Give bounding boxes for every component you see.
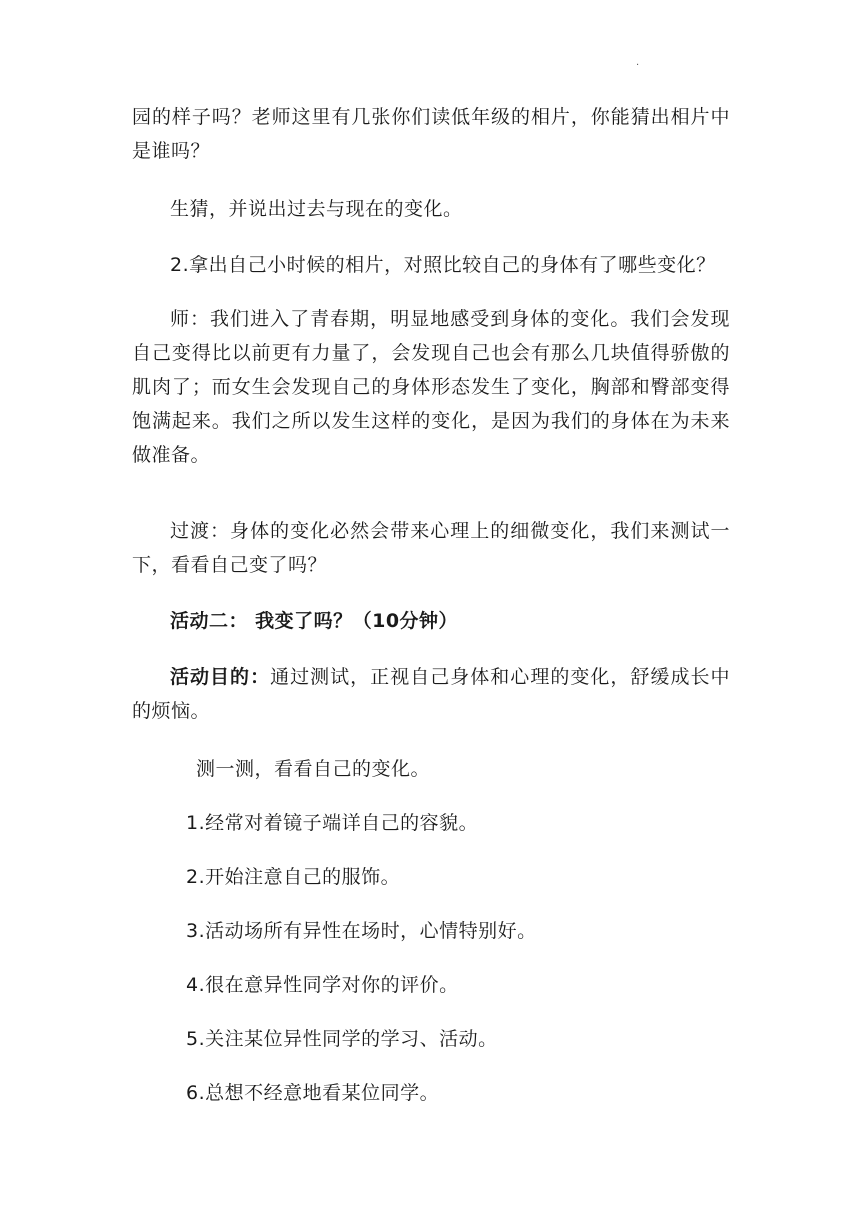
list-item: 1.经常对着镜子端详自己的容貌。 <box>186 812 479 834</box>
list-item: 2.开始注意自己的服饰。 <box>186 866 401 888</box>
list-item: 3.活动场所有异性在场时，心情特别好。 <box>186 920 537 942</box>
paragraph-photo-question: 园的样子吗？老师这里有几张你们读低年级的相片，你能猜出相片中是谁吗？ <box>132 106 730 162</box>
activity-goal-label: 活动目的： <box>170 666 271 688</box>
list-item: 6.总想不经意地看某位同学。 <box>186 1082 440 1104</box>
list-item: 4.很在意异性同学对你的评价。 <box>186 974 459 996</box>
list-item: 5.关注某位异性同学的学习、活动。 <box>186 1028 498 1050</box>
activity-goal-text: 通过测试，正视自己身体和心理的变化，舒缓成长中的烦恼。 <box>132 666 730 722</box>
page-marker: . <box>636 57 640 68</box>
paragraph-transition: 过渡：身体的变化必然会带来心理上的细微变化，我们来测试一下，看看自己变了吗？ <box>132 520 730 576</box>
activity-heading: 活动二： 我变了吗？（10分钟） <box>170 610 459 632</box>
paragraph-compare-photos: 2.拿出自己小时候的相片，对照比较自己的身体有了哪些变化？ <box>170 254 716 276</box>
paragraph-students-guess: 生猜，并说出过去与现在的变化。 <box>170 198 463 220</box>
paragraph-teacher-puberty: 师：我们进入了青春期，明显地感受到身体的变化。我们会发现自己变得比以前更有力量了，会发现自己也会有那么几块值得骄傲的肌肉了；而女生会发现自己的身体形态发生了变化，胸部和臀部变得饱满起来。我们之所以发生这样的变化，是因为我们的身体在为未来做准备。 <box>132 308 730 466</box>
test-intro: 测一测，看看自己的变化。 <box>196 758 431 780</box>
activity-goal <box>132 660 730 728</box>
